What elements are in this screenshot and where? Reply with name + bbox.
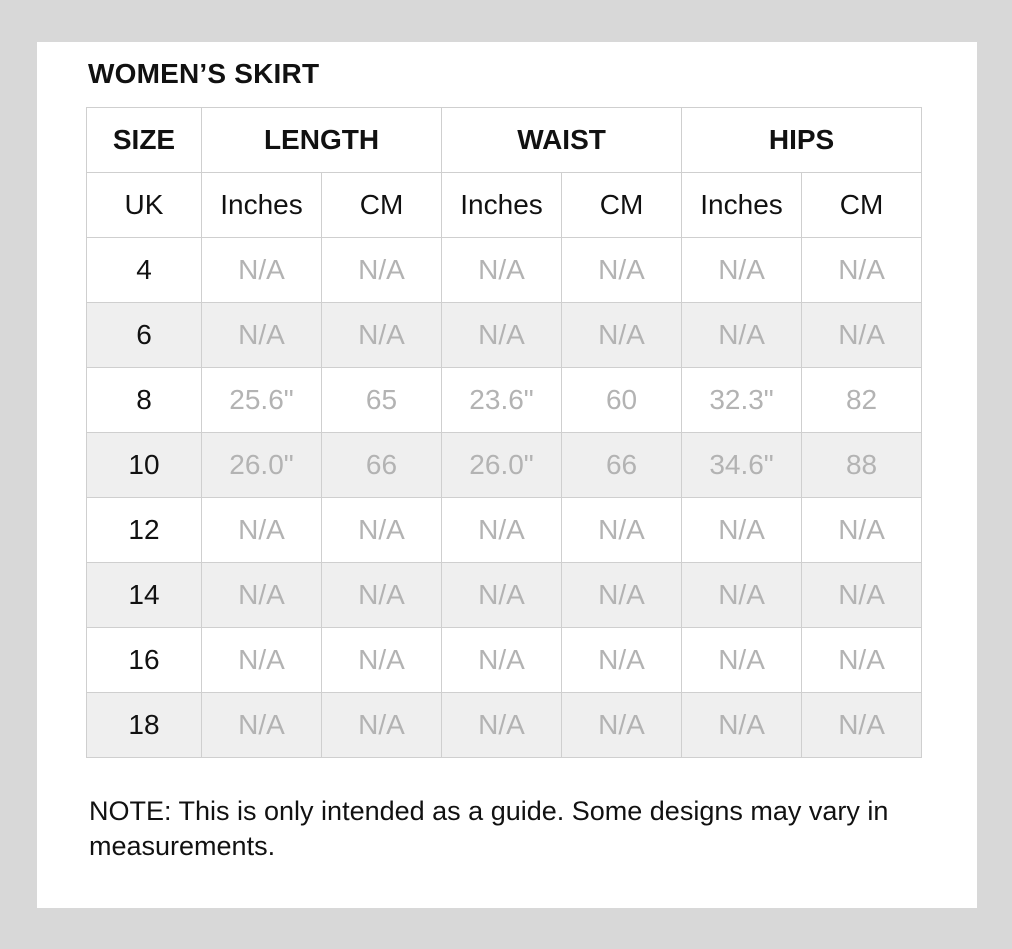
cell-hips-cm: N/A (802, 693, 922, 758)
cell-size: 14 (87, 563, 202, 628)
cell-hips-inches: N/A (682, 303, 802, 368)
cell-waist-cm: N/A (562, 498, 682, 563)
cell-hips-inches: 34.6" (682, 433, 802, 498)
cell-length-cm: N/A (322, 238, 442, 303)
unit-hips-inches: Inches (682, 173, 802, 238)
cell-waist-cm: N/A (562, 693, 682, 758)
cell-size: 8 (87, 368, 202, 433)
cell-size: 10 (87, 433, 202, 498)
cell-waist-inches: 23.6" (442, 368, 562, 433)
cell-length-cm: 65 (322, 368, 442, 433)
cell-length-inches: N/A (202, 303, 322, 368)
header-hips: HIPS (682, 108, 922, 173)
cell-size: 16 (87, 628, 202, 693)
cell-hips-cm: N/A (802, 498, 922, 563)
cell-hips-inches: N/A (682, 498, 802, 563)
unit-uk: UK (87, 173, 202, 238)
cell-length-cm: N/A (322, 693, 442, 758)
cell-waist-cm: 60 (562, 368, 682, 433)
cell-waist-inches: N/A (442, 693, 562, 758)
cell-length-inches: 25.6" (202, 368, 322, 433)
table-row (87, 628, 922, 693)
cell-hips-cm: N/A (802, 238, 922, 303)
cell-waist-cm: N/A (562, 563, 682, 628)
cell-length-inches: N/A (202, 238, 322, 303)
table-row (87, 368, 922, 433)
unit-waist-inches: Inches (442, 173, 562, 238)
cell-length-cm: N/A (322, 628, 442, 693)
cell-length-cm: N/A (322, 303, 442, 368)
cell-size: 18 (87, 693, 202, 758)
size-note: NOTE: This is only intended as a guide. Some designs may vary in measurements. (89, 796, 889, 861)
size-guide-card (37, 42, 977, 908)
cell-hips-cm: 88 (802, 433, 922, 498)
unit-header-row (87, 173, 922, 238)
cell-size: 4 (87, 238, 202, 303)
cell-hips-inches: N/A (682, 238, 802, 303)
cell-waist-cm: N/A (562, 238, 682, 303)
cell-hips-inches: N/A (682, 628, 802, 693)
cell-hips-cm: N/A (802, 628, 922, 693)
cell-size: 6 (87, 303, 202, 368)
unit-length-cm: CM (322, 173, 442, 238)
cell-length-inches: N/A (202, 693, 322, 758)
cell-length-inches: N/A (202, 628, 322, 693)
cell-waist-inches: N/A (442, 563, 562, 628)
cell-hips-cm: N/A (802, 303, 922, 368)
unit-waist-cm: CM (562, 173, 682, 238)
cell-length-cm: N/A (322, 563, 442, 628)
header-waist: WAIST (442, 108, 682, 173)
cell-waist-inches: 26.0" (442, 433, 562, 498)
cell-length-inches: N/A (202, 563, 322, 628)
cell-hips-cm: N/A (802, 563, 922, 628)
cell-length-inches: 26.0" (202, 433, 322, 498)
table-row (87, 238, 922, 303)
header-size: SIZE (87, 108, 202, 173)
chart-title: WOMEN’S SKIRT (88, 58, 320, 89)
cell-hips-inches: N/A (682, 563, 802, 628)
table-row (87, 693, 922, 758)
table-row (87, 563, 922, 628)
unit-length-inches: Inches (202, 173, 322, 238)
cell-waist-cm: 66 (562, 433, 682, 498)
cell-waist-cm: N/A (562, 303, 682, 368)
table-row (87, 303, 922, 368)
cell-hips-inches: N/A (682, 693, 802, 758)
cell-waist-cm: N/A (562, 628, 682, 693)
cell-length-cm: N/A (322, 498, 442, 563)
cell-hips-inches: 32.3" (682, 368, 802, 433)
table-row (87, 498, 922, 563)
size-table (86, 107, 922, 758)
cell-length-cm: 66 (322, 433, 442, 498)
cell-waist-inches: N/A (442, 238, 562, 303)
cell-length-inches: N/A (202, 498, 322, 563)
cell-size: 12 (87, 498, 202, 563)
cell-waist-inches: N/A (442, 628, 562, 693)
header-length: LENGTH (202, 108, 442, 173)
group-header-row (87, 108, 922, 173)
table-row (87, 433, 922, 498)
cell-waist-inches: N/A (442, 303, 562, 368)
cell-waist-inches: N/A (442, 498, 562, 563)
cell-hips-cm: 82 (802, 368, 922, 433)
unit-hips-cm: CM (802, 173, 922, 238)
